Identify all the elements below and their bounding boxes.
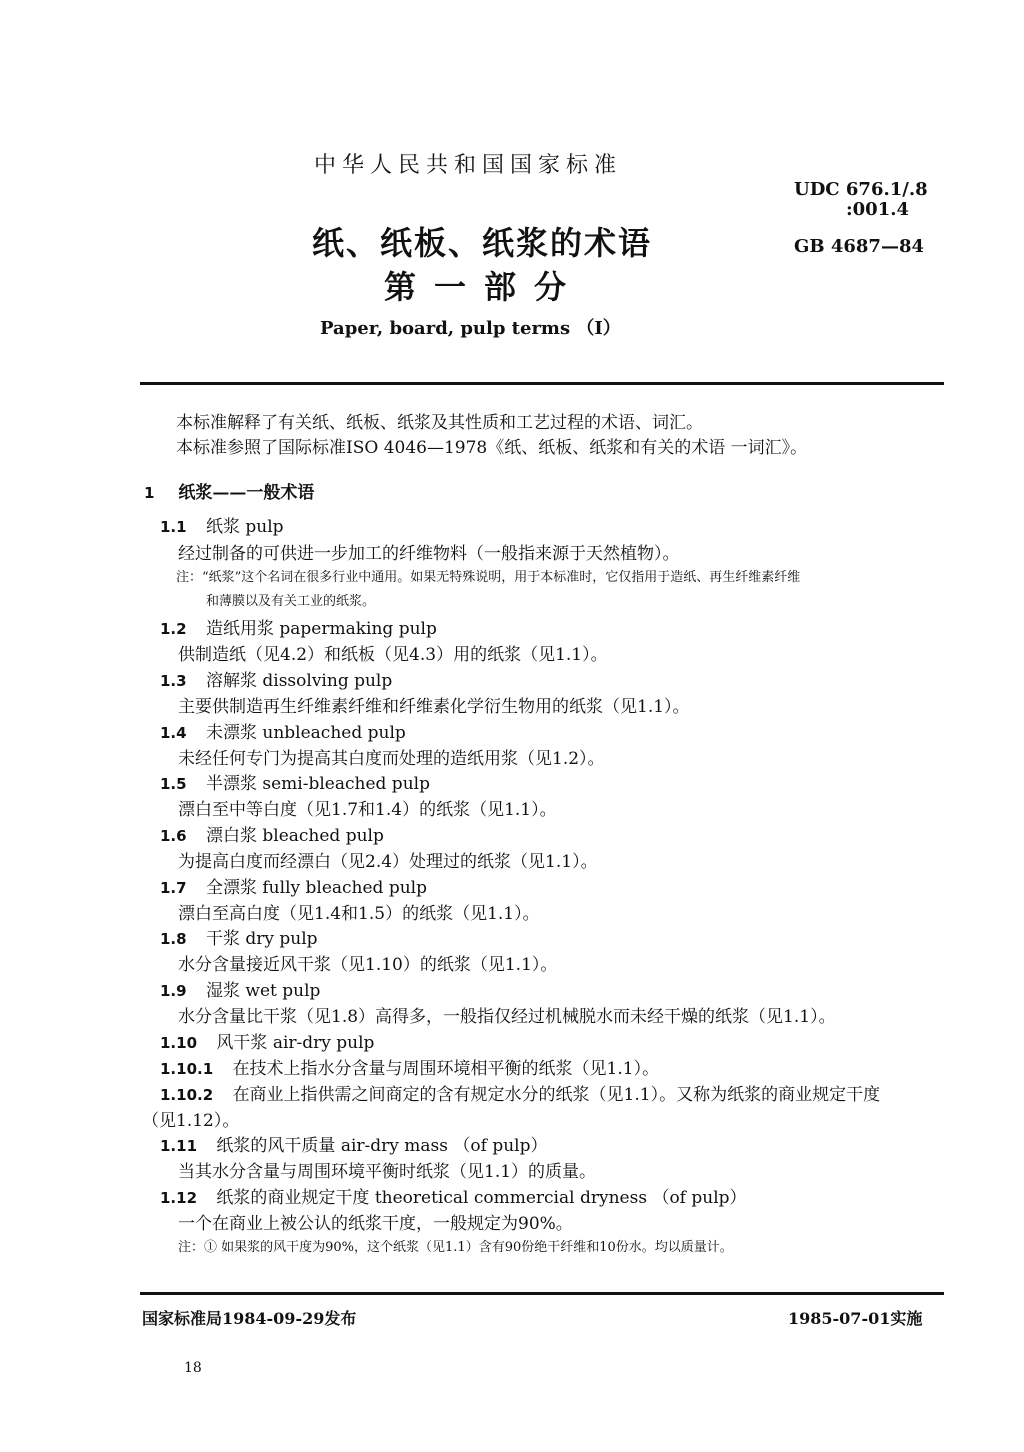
note-line-1: 注：“纸浆”这个名词在很多行业中通用。如果无特殊说明，用于本标准时，它仅指用于造纸、再生纤维素纤维 xyxy=(176,570,801,585)
gb-number: GB 4687—84 xyxy=(794,236,924,257)
udc-code: UDC 676.1/.8 xyxy=(794,179,928,200)
term-entry: 1.1 纸浆 pulp xyxy=(160,517,284,537)
udc-code-suffix: :001.4 xyxy=(846,199,910,220)
term-definition: 主要供制造再生纤维素纤维和纤维素化学衍生物用的纸浆（见1.1）。 xyxy=(178,697,690,717)
term-definition: 水分含量接近风干浆（见1.10）的纸浆（见1.1）。 xyxy=(178,955,558,975)
note-line-2: 和薄膜以及有关工业的纸浆。 xyxy=(206,594,376,609)
intro-line-2: 本标准参照了国际标准ISO 4046—1978《纸、纸板、纸浆和有关的术语 一词汇》。 xyxy=(176,438,808,458)
term-definition-continued: （见1.12）。 xyxy=(142,1111,240,1131)
term-entry: 1.10 风干浆 air-dry pulp xyxy=(160,1033,375,1053)
note-2: 注：① 如果浆的风干度为90%，这个纸浆（见1.1）含有90份绝干纤维和10份水。均以质量计。 xyxy=(178,1240,733,1255)
term-definition: 一个在商业上被公认的纸浆干度，一般规定为90%。 xyxy=(178,1214,573,1234)
document-title: 纸、纸板、纸浆的术语 xyxy=(312,224,653,262)
english-title: Paper, board, pulp terms （Ⅰ） xyxy=(320,318,621,339)
top-rule xyxy=(140,382,944,385)
term-entry: 1.10.2 在商业上指供需之间商定的含有规定水分的纸浆（见1.1）。又称为纸浆的商业规定干度 xyxy=(160,1085,881,1105)
term-entry: 1.8 干浆 dry pulp xyxy=(160,929,318,949)
term-entry: 1.6 漂白浆 bleached pulp xyxy=(160,826,384,846)
term-definition: 为提高白度而经漂白（见2.4）处理过的纸浆（见1.1）。 xyxy=(178,852,598,872)
term-entry: 1.12 纸浆的商业规定干度 theoretical commercial dryness （of pulp） xyxy=(160,1188,747,1208)
term-entry: 1.4 未漂浆 unbleached pulp xyxy=(160,723,406,743)
term-entry: 1.3 溶解浆 dissolving pulp xyxy=(160,671,393,691)
issue-date: 国家标准局1984-09-29发布 xyxy=(142,1309,357,1328)
term-definition: 漂白至中等白度（见1.7和1.4）的纸浆（见1.1）。 xyxy=(178,800,557,820)
national-standard-header: 中华人民共和国国家标准 xyxy=(314,153,623,178)
term-entry: 1.2 造纸用浆 papermaking pulp xyxy=(160,619,437,639)
bottom-rule xyxy=(140,1292,944,1295)
document-part: 第一部分 xyxy=(384,268,585,306)
term-entry: 1.11 纸浆的风干质量 air-dry mass （of pulp） xyxy=(160,1136,548,1156)
page-number: 18 xyxy=(184,1360,202,1376)
section-heading xyxy=(144,478,314,503)
term-definition: 经过制备的可供进一步加工的纤维物料（一般指来源于天然植物）。 xyxy=(178,544,680,564)
term-entry: 1.9 湿浆 wet pulp xyxy=(160,981,321,1001)
term-definition: 未经任何专门为提高其白度而处理的造纸用浆（见1.2）。 xyxy=(178,749,605,769)
term-entry: 1.5 半漂浆 semi-bleached pulp xyxy=(160,774,430,794)
term-definition: 当其水分含量与周围环境平衡时纸浆（见1.1）的质量。 xyxy=(178,1162,597,1182)
term-definition: 漂白至高白度（见1.4和1.5）的纸浆（见1.1）。 xyxy=(178,904,540,924)
section-number: 1 xyxy=(144,484,155,502)
intro-line-1: 本标准解释了有关纸、纸板、纸浆及其性质和工艺过程的术语、词汇。 xyxy=(176,413,703,433)
term-entry: 1.10.1 在技术上指水分含量与周围环境相平衡的纸浆（见1.1）。 xyxy=(160,1059,660,1079)
effective-date: 1985-07-01实施 xyxy=(788,1309,923,1328)
term-definition: 水分含量比干浆（见1.8）高得多，一般指仅经过机械脱水而未经干燥的纸浆（见1.1）。 xyxy=(178,1007,836,1027)
section-title: 纸浆——一般术语 xyxy=(178,483,315,503)
term-definition: 供制造纸（见4.2）和纸板（见4.3）用的纸浆（见1.1）。 xyxy=(178,645,608,665)
term-entry: 1.7 全漂浆 fully bleached pulp xyxy=(160,878,427,898)
